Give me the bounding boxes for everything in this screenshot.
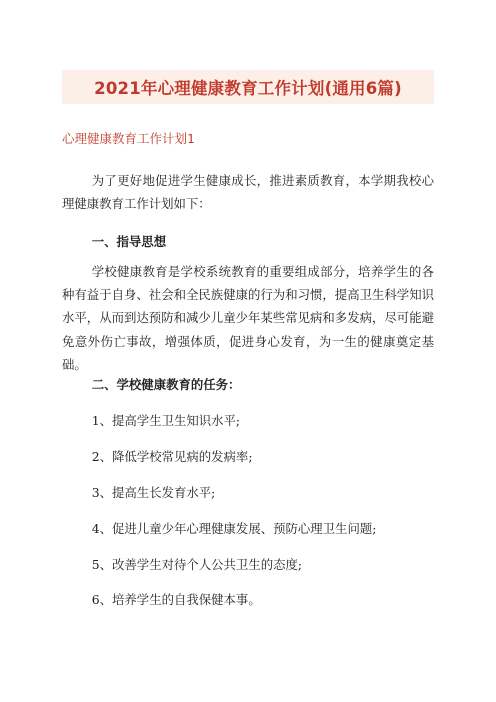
task-item: 2、降低学校常见病的发病率; <box>91 449 253 464</box>
section-heading: 心理健康教育工作计划1 <box>62 131 195 146</box>
task-item: 1、提高学生卫生知识水平; <box>91 413 241 428</box>
task-item: 6、培养学生的自我保健本事。 <box>91 592 261 607</box>
document-title: 2021年心理健康教育工作计划(通用6篇) <box>94 79 402 98</box>
heading-guiding-ideology: 一、指导思想 <box>91 234 167 249</box>
title-banner <box>62 70 434 104</box>
task-item: 5、改善学生对待个人公共卫生的态度; <box>91 557 303 572</box>
intro-paragraph: 为了更好地促进学生健康成长，推进素质教育，本学期我校心理健康教育工作计划如下： <box>62 173 434 212</box>
task-item: 4、促进儿童少年心理健康发展、预防心理卫生问题; <box>91 521 377 536</box>
task-item: 3、提高生长发育水平; <box>91 485 216 500</box>
guiding-ideology-paragraph: 学校健康教育是学校系统教育的重要组成部分，培养学生的各种有益于自身、社会和全民族健康的行为和习惯，提高卫生科学知识水平，从而到达预防和减少儿童少年某些常见病和多发病，尽可能避免意外伤亡事故，增强体质，促进身心发育，为一生的健康奠定基础。 <box>62 264 434 372</box>
heading-tasks: 二、学校健康教育的任务： <box>91 377 241 392</box>
